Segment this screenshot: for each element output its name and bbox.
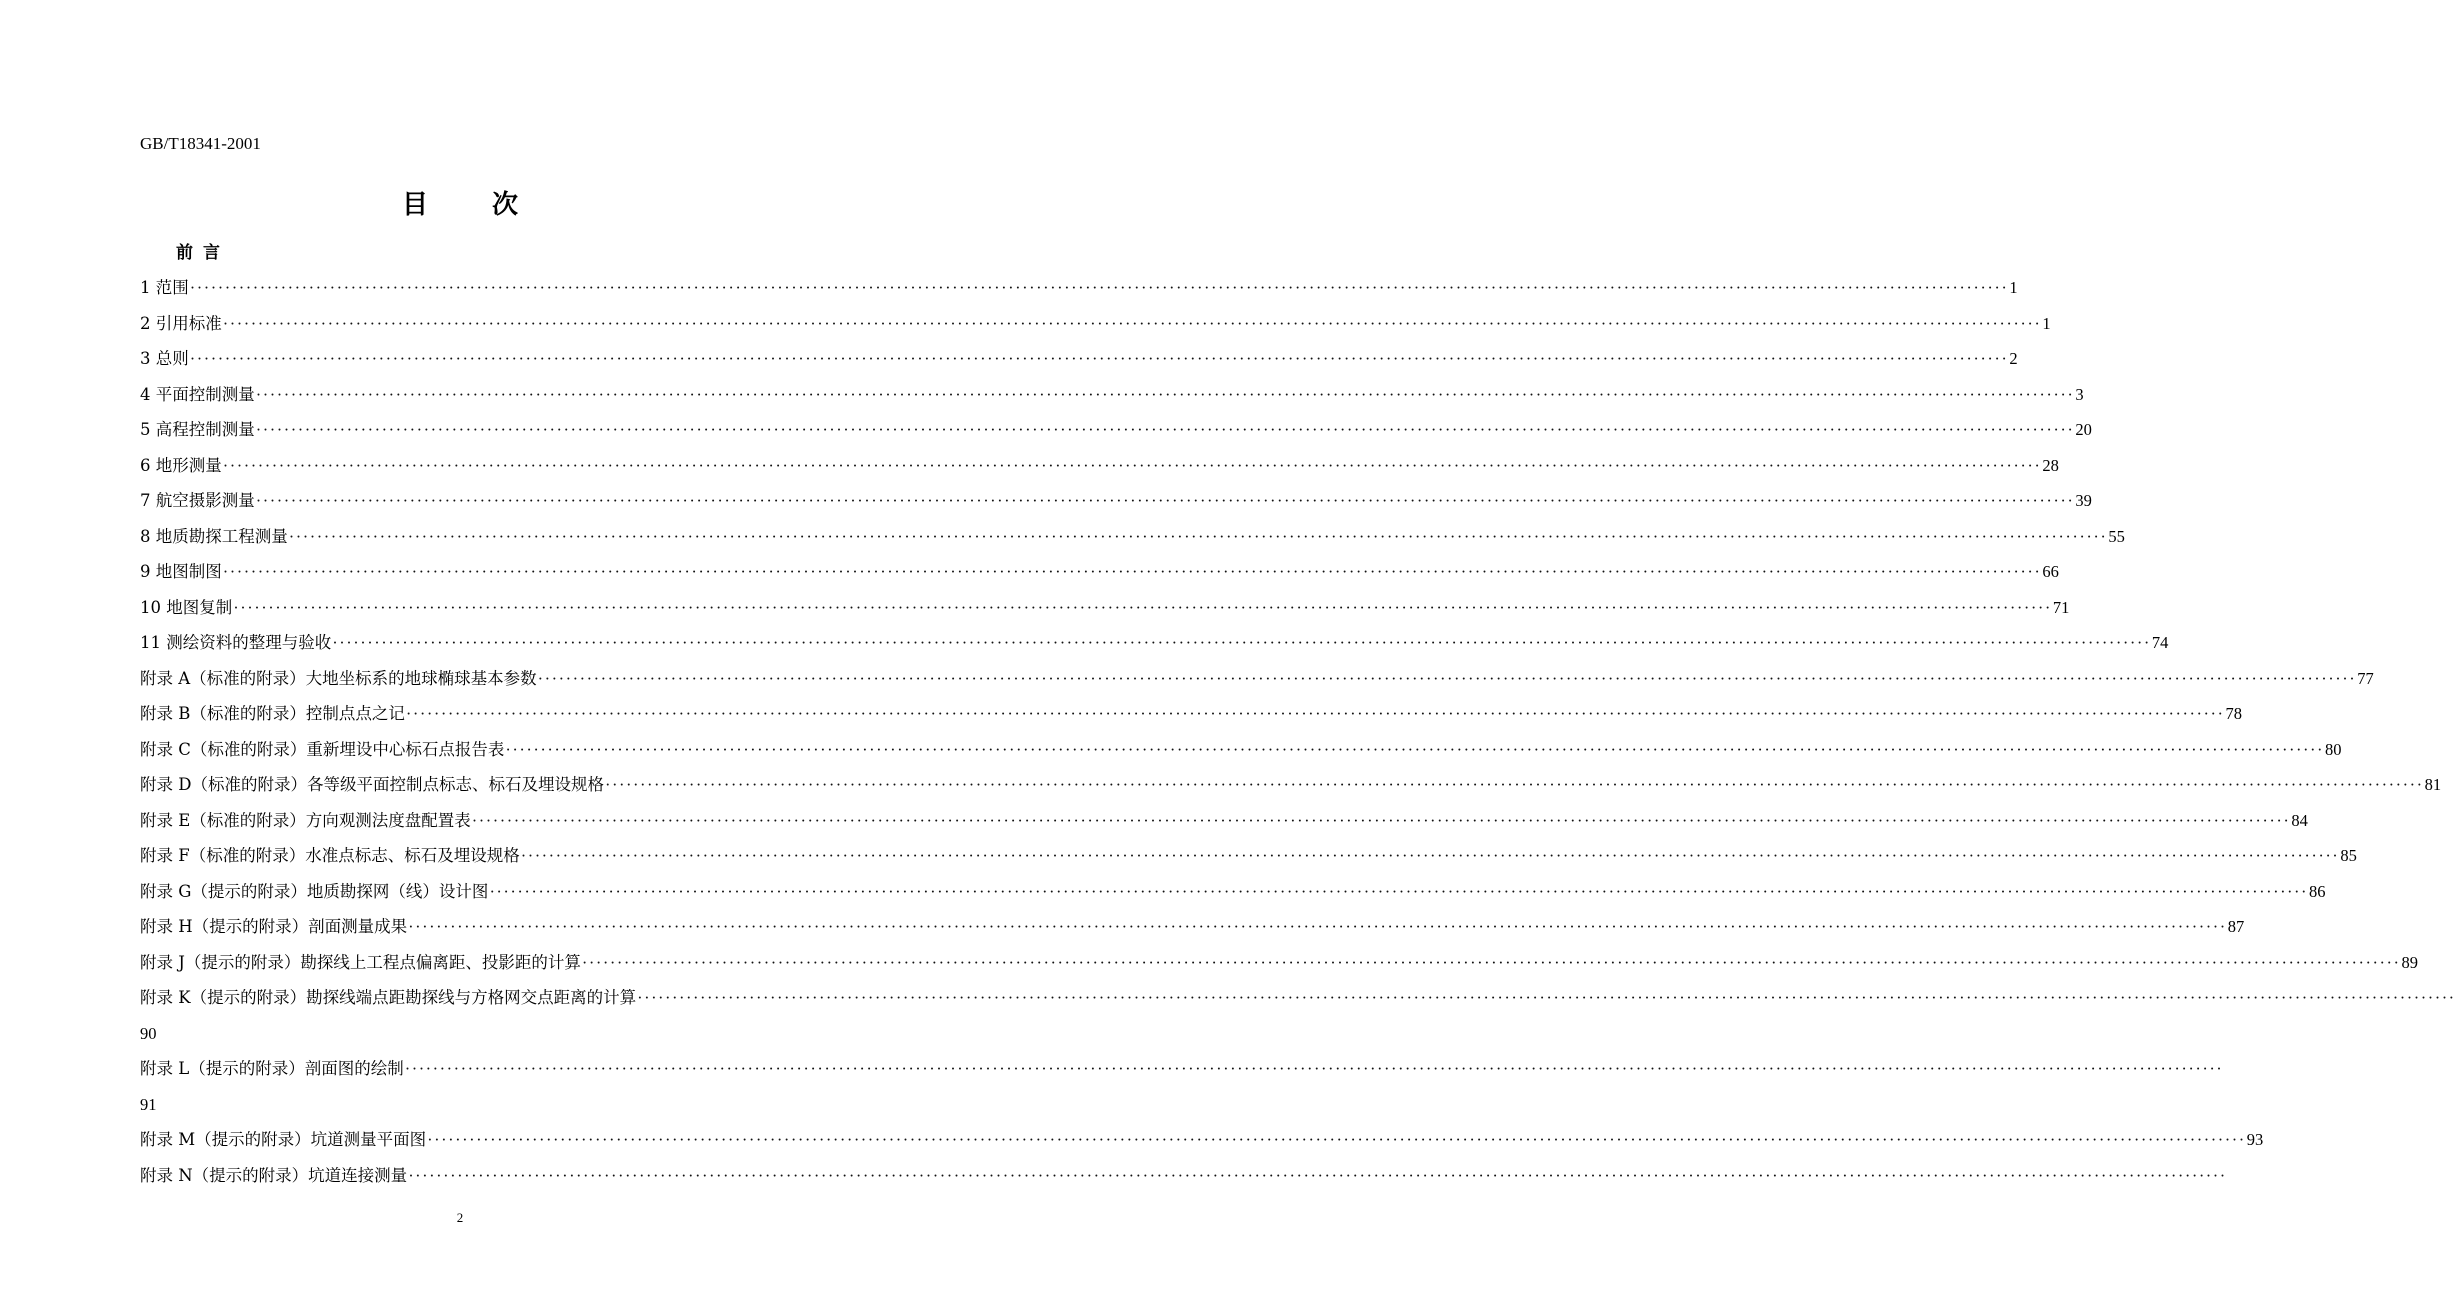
toc-entry[interactable] [140, 909, 2245, 945]
toc-dot-leader: ···································································································································································································································································· [189, 278, 2009, 297]
toc-entry-page: 84 [2291, 810, 2308, 830]
toc-entry-page: 3 [2075, 384, 2084, 404]
toc-entry[interactable] [140, 661, 2374, 697]
toc-entry-row [140, 377, 2084, 413]
toc-entry-page: 2 [2009, 349, 2018, 368]
toc-dot-leader: ···································································································································································································································································· [520, 846, 2340, 865]
toc-entry-label: 附录 J（提示的附录）勘探线上工程点偏离距、投影距的计算 [140, 952, 581, 972]
toc-entry-page: 1 [2009, 278, 2018, 297]
toc-entry[interactable] [140, 412, 2092, 448]
toc-entry[interactable] [140, 838, 2357, 874]
toc-entry[interactable] [140, 519, 2125, 555]
toc-dot-leader: ···································································································································································································································································· [581, 952, 2401, 972]
toc-entry-row [140, 412, 2092, 448]
toc-entry-label: 5 高程控制测量 [140, 420, 255, 439]
toc-entry-row [140, 1051, 2224, 1087]
toc-entry-row [140, 341, 2018, 377]
toc-entry[interactable] [140, 590, 2070, 626]
toc-dot-leader: ···································································································································································································································································· [332, 633, 2151, 652]
toc-dot-leader: ···································································································································································································································································· [604, 775, 2424, 794]
toc-dot-leader: ···································································································································································································································································· [505, 739, 2324, 759]
toc-entry[interactable] [140, 980, 2456, 1051]
toc-entry[interactable] [140, 341, 2018, 377]
toc-entry[interactable] [140, 1051, 2224, 1122]
toc-entry-label: 附录 E（标准的附录）方向观测法度盘配置表 [140, 810, 471, 830]
toc-entry-page: 78 [2225, 704, 2242, 723]
toc-dot-leader: ···································································································································································································································································· [233, 597, 2052, 617]
toc-dot-leader: ···································································································································································································································································· [255, 491, 2075, 510]
toc-dot-leader: ···································································································································································································································································· [405, 704, 2225, 723]
toc-entry[interactable] [140, 696, 2242, 732]
toc-entry-page: 87 [2227, 917, 2245, 936]
toc-entry-page: 66 [2042, 562, 2059, 581]
toc-entry-page: 71 [2052, 597, 2070, 617]
toc-entry-label: 附录 L（提示的附录）剖面图的绘制 [140, 1059, 404, 1078]
toc-entry-row [140, 519, 2125, 555]
toc-dot-leader: ···································································································································································································································································· [288, 526, 2108, 546]
toc-entry-label: 4 平面控制测量 [140, 384, 255, 404]
toc-entry-label: 7 航空摄影测量 [140, 491, 255, 510]
toc-dot-leader: ···································································································································································································································································· [408, 1165, 2227, 1185]
toc-entry-page: 1 [2042, 313, 2051, 333]
toc-entry[interactable] [140, 945, 2418, 981]
toc-entry-row [140, 448, 2059, 484]
toc-entry[interactable] [140, 483, 2092, 519]
toc-dot-leader: ···································································································································································································································································· [255, 384, 2075, 404]
toc-entry-row [140, 696, 2242, 732]
toc-entry-row [140, 767, 2442, 803]
toc-entry[interactable] [140, 306, 2051, 342]
toc-entry-row [140, 554, 2059, 590]
toc-entry-page: 89 [2401, 952, 2418, 972]
toc-entry[interactable] [140, 1122, 2264, 1158]
toc-dot-leader: ···································································································································································································································································· [489, 881, 2309, 901]
toc-entry-page-wrapped: 90 [140, 1023, 157, 1043]
toc-entry[interactable] [140, 554, 2059, 590]
toc-entry-row [140, 803, 2308, 839]
toc-entry[interactable] [140, 767, 2442, 803]
page-number: 2 [456, 1210, 464, 1225]
toc-entry-row [140, 590, 2070, 626]
toc-dot-leader: ···································································································································································································································································· [637, 988, 2456, 1007]
toc-entry-label: 8 地质勘探工程测量 [140, 526, 288, 546]
toc-entry-label: 11 测绘资料的整理与验收 [140, 633, 332, 652]
toc-entry-label: 附录 B（标准的附录）控制点点之记 [140, 704, 405, 723]
toc-entry-page: 28 [2042, 455, 2059, 475]
toc-dot-leader: ···································································································································································································································································· [222, 562, 2042, 581]
toc-entry-label: 9 地图制图 [140, 562, 222, 581]
toc-entry[interactable] [140, 1158, 2227, 1194]
toc-entry-row [140, 625, 2169, 661]
toc-entry-label: 附录 F（标准的附录）水准点标志、标石及埋设规格 [140, 846, 520, 865]
toc-entry-label: 2 引用标准 [140, 313, 222, 333]
toc-entry-row [140, 661, 2374, 697]
toc-entry[interactable] [140, 874, 2326, 910]
toc-entry-label: 6 地形测量 [140, 455, 222, 475]
toc-dot-leader: ···································································································································································································································································· [255, 420, 2075, 439]
toc-dot-leader: ···································································································································································································································································· [471, 810, 2291, 830]
toc-entry[interactable] [140, 270, 2018, 306]
toc-entry-label: 附录 M（提示的附录）坑道测量平面图 [140, 1130, 427, 1149]
toc-entry[interactable] [140, 803, 2308, 839]
toc-entry-row [140, 909, 2245, 945]
toc-dot-leader: ···································································································································································································································································· [222, 313, 2042, 333]
toc-title: 目次 [401, 190, 582, 220]
toc-entry-page: 80 [2324, 739, 2342, 759]
toc-entry-page: 81 [2424, 775, 2442, 794]
toc-entry-label: 附录 N（提示的附录）坑道连接测量 [140, 1165, 408, 1185]
toc-entry-label: 附录 A（标准的附录）大地坐标系的地球椭球基本参数 [140, 668, 537, 688]
toc-entry-page: 20 [2075, 420, 2092, 439]
toc-entry[interactable] [140, 625, 2169, 661]
toc-entry-page: 86 [2309, 881, 2326, 901]
toc-entry-page-wrapped: 91 [140, 1094, 157, 1114]
toc-dot-leader: ···································································································································································································································································· [427, 1130, 2246, 1149]
toc-entry[interactable] [140, 448, 2059, 484]
toc-entry[interactable] [140, 732, 2342, 768]
toc-dot-leader: ···································································································································································································································································· [222, 455, 2042, 475]
toc-entry-page: 85 [2340, 846, 2357, 865]
toc-entry-label: 附录 D（标准的附录）各等级平面控制点标志、标石及埋设规格 [140, 775, 604, 794]
toc-entry[interactable] [140, 377, 2084, 413]
toc-entry-label: 1 范围 [140, 278, 189, 297]
toc-entry-label: 10 地图复制 [140, 597, 233, 617]
toc-dot-leader: ···································································································································································································································································· [404, 1059, 2224, 1078]
toc-entry-page: 39 [2075, 491, 2092, 510]
toc-entry-row [140, 980, 2456, 1016]
toc-dot-leader: ···································································································································································································································································· [408, 917, 2227, 936]
toc-list [140, 270, 2456, 1193]
toc-entry-row [140, 270, 2018, 306]
toc-entry-label: 附录 C（标准的附录）重新埋设中心标石点报告表 [140, 739, 505, 759]
toc-entry-label: 附录 K（提示的附录）勘探线端点距勘探线与方格网交点距离的计算 [140, 988, 637, 1007]
toc-entry-row [140, 732, 2342, 768]
toc-foreword-entry[interactable]: 前言 [176, 243, 230, 263]
toc-entry-label: 附录 H（提示的附录）剖面测量成果 [140, 917, 408, 936]
toc-entry-row [140, 306, 2051, 342]
toc-dot-leader: ···································································································································································································································································· [537, 668, 2357, 688]
toc-entry-row [140, 945, 2418, 981]
toc-entry-page: 93 [2246, 1130, 2264, 1149]
toc-entry-row [140, 483, 2092, 519]
document-code: GB/T18341-2001 [140, 134, 261, 153]
toc-entry-page: 77 [2357, 668, 2374, 688]
toc-entry-row [140, 1122, 2264, 1158]
toc-entry-page: 74 [2151, 633, 2169, 652]
toc-entry-row [140, 1158, 2227, 1194]
toc-entry-row [140, 874, 2326, 910]
toc-entry-page: 55 [2108, 526, 2125, 546]
toc-entry-label: 附录 G（提示的附录）地质勘探网（线）设计图 [140, 881, 489, 901]
toc-entry-label: 3 总则 [140, 349, 189, 368]
toc-dot-leader: ···································································································································································································································································· [189, 349, 2009, 368]
toc-entry-row [140, 838, 2357, 874]
